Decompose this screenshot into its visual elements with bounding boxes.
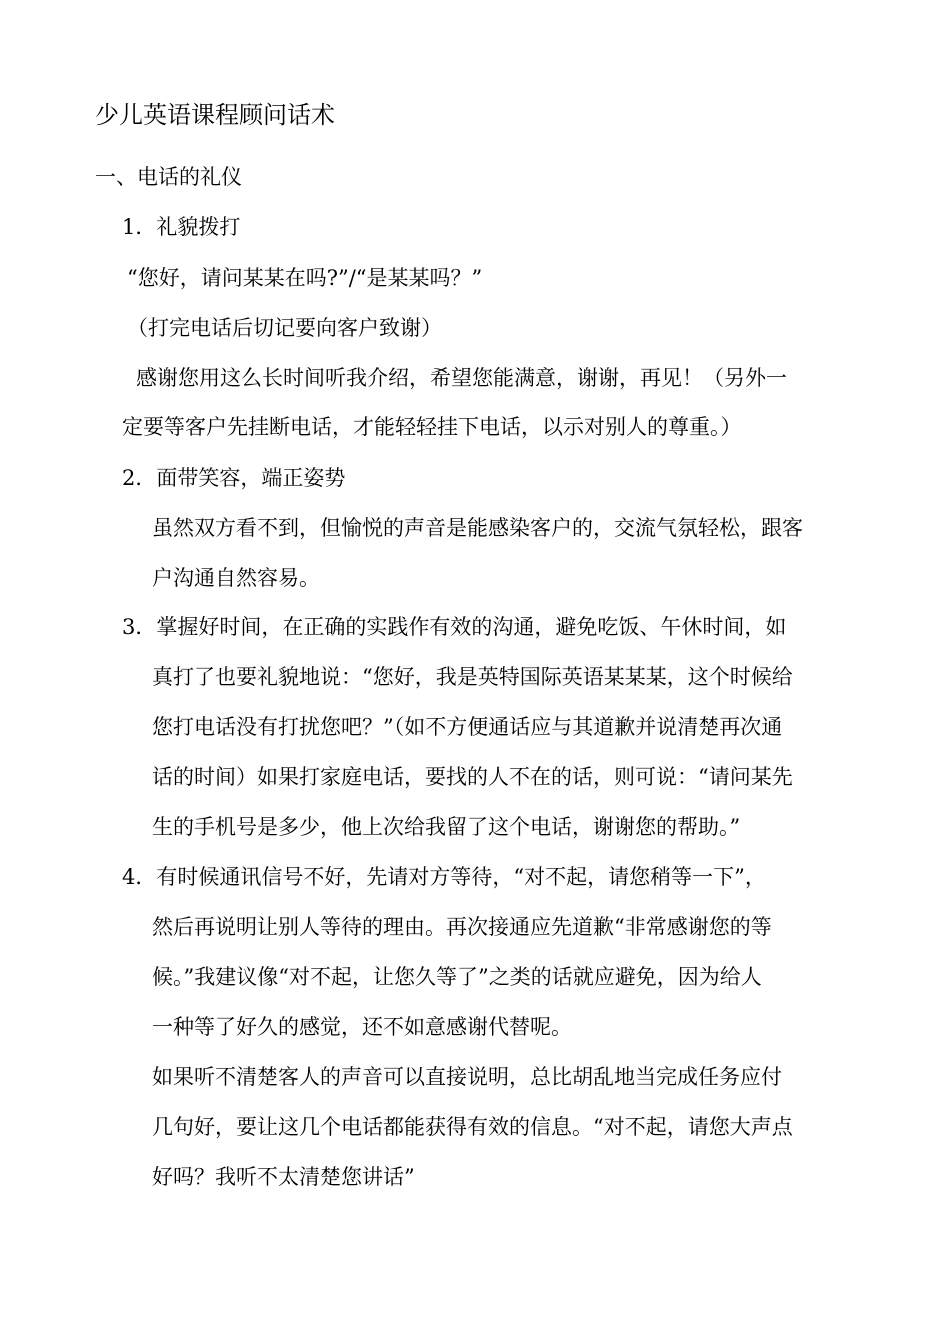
item-4-line-5: 如果听不清楚客人的声音可以直接说明，总比胡乱地当完成任务应付 xyxy=(152,1065,782,1089)
item-1-line-2: （打完电话后切记要向客户致谢） xyxy=(127,316,442,340)
item-4-line-3: 候。”我建议像“对不起，让您久等了”之类的话就应避免，因为给人 xyxy=(152,965,762,989)
item-4-line-4: 一种等了好久的感觉，还不如意感谢代替呢。 xyxy=(152,1015,572,1039)
item-4-line-1: 4．有时候通讯信号不好，先请对方等待，“对不起，请您稍等一下”， xyxy=(122,865,766,889)
item-1-heading: 1．礼貌拨打 xyxy=(122,215,241,239)
document-title: 少儿英语课程顾问话术 xyxy=(95,101,335,129)
item-4-line-2: 然后再说明让别人等待的理由。再次接通应先道歉“非常感谢您的等 xyxy=(152,915,772,939)
item-3-line-4: 话的时间）如果打家庭电话，要找的人不在的话，则可说：“请问某先 xyxy=(152,765,793,789)
item-3-line-2: 真打了也要礼貌地说：“您好，我是英特国际英语某某某，这个时候给 xyxy=(152,665,793,689)
item-4-line-7: 好吗？我听不太清楚您讲话” xyxy=(152,1165,415,1189)
item-2-line-2: 户沟通自然容易。 xyxy=(152,566,320,590)
section-heading: 一、电话的礼仪 xyxy=(95,165,242,189)
item-4-line-6: 几句好，要让这几个电话都能获得有效的信息。“对不起，请您大声点 xyxy=(152,1115,793,1139)
item-3-line-5: 生的手机号是多少，他上次给我留了这个电话，谢谢您的帮助。” xyxy=(152,815,741,839)
item-3-line-3: 您打电话没有打扰您吧？”（如不方便通话应与其道歉并说清楚再次通 xyxy=(152,715,783,739)
item-1-line-1: “您好，请问某某在吗?”/“是某某吗？” xyxy=(127,266,483,290)
item-3-line-1: 3．掌握好时间，在正确的实践作有效的沟通，避免吃饭、午休时间，如 xyxy=(122,615,787,639)
item-2-heading: 2．面带笑容，端正姿势 xyxy=(122,466,346,490)
item-1-line-3: 感谢您用这么长时间听我介绍，希望您能满意，谢谢，再见！（另外一 xyxy=(136,366,787,390)
item-1-line-4: 定要等客户先挂断电话，才能轻轻挂下电话，以示对别人的尊重。） xyxy=(122,415,742,439)
item-2-line-1: 虽然双方看不到，但愉悦的声音是能感染客户的，交流气氛轻松，跟客 xyxy=(152,516,803,540)
